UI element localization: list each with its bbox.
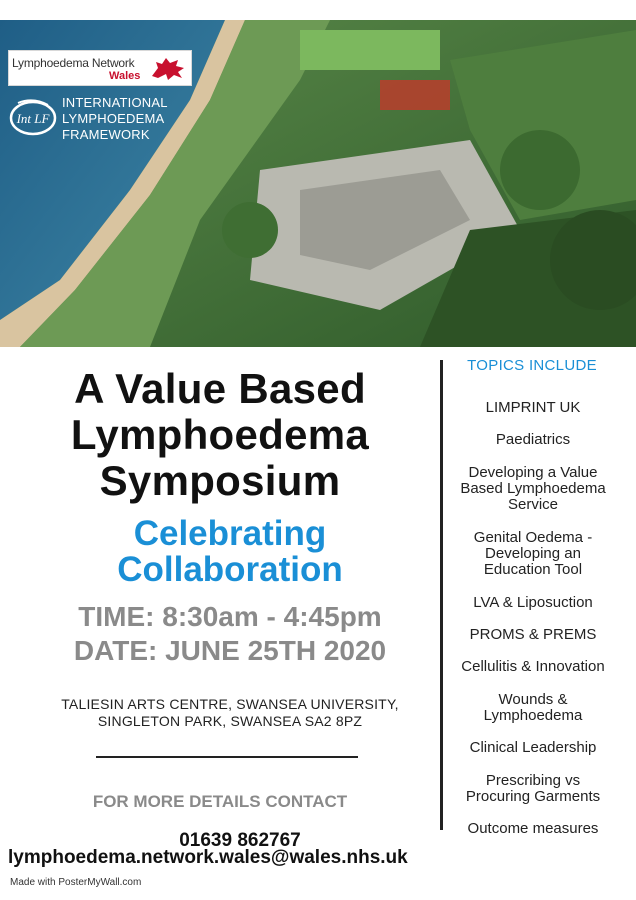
- topic-item-line: Lymphoedema: [483, 707, 583, 724]
- logo-wales-text: Wales: [109, 70, 141, 82]
- topic-item-line: Paediatrics: [495, 431, 571, 448]
- topic-item: [450, 530, 616, 578]
- topic-item-line: Genital Oedema -: [473, 529, 593, 546]
- topic-item: [450, 740, 616, 756]
- lymphoedema-network-wales-logo: [8, 50, 192, 86]
- topic-item-line: LVA & Liposuction: [473, 594, 593, 611]
- topic-item-line: Clinical Leadership: [469, 739, 597, 756]
- topic-item-line: Developing a Value: [468, 464, 598, 481]
- topic-item-line: Outcome measures: [467, 820, 599, 837]
- ilf-line-2: LYMPHOEDEMA: [62, 111, 165, 126]
- event-time: TIME: 8:30am - 4:45pm: [78, 601, 382, 632]
- event-title: [20, 366, 420, 504]
- topic-item: [450, 595, 616, 611]
- topics-heading: TOPICS INCLUDE: [467, 357, 597, 374]
- event-address: [20, 696, 440, 730]
- subtitle-line-2: Collaboration: [117, 550, 343, 589]
- ilf-badge-icon: [8, 95, 58, 141]
- topic-item-line: Based Lymphoedema: [460, 480, 606, 497]
- topic-item: [450, 692, 616, 724]
- address-line-2: SINGLETON PARK, SWANSEA SA2 8PZ: [97, 713, 363, 729]
- logo-network-text: Lymphoedema Network: [12, 56, 135, 70]
- event-subtitle: [20, 516, 440, 588]
- topic-item-line: Procuring Garments: [465, 788, 601, 805]
- contact-email[interactable]: lymphoedema.network.wales@wales.nhs.uk: [8, 847, 408, 868]
- topic-item-line: Wounds &: [498, 691, 568, 708]
- title-line-1: A Value Based: [74, 365, 366, 412]
- ilf-line-1: INTERNATIONAL: [62, 95, 168, 110]
- svg-text:Int LF: Int LF: [16, 111, 50, 126]
- event-time-date: [30, 600, 430, 668]
- topic-item-line: LIMPRINT UK: [485, 399, 581, 416]
- topic-item-line: Developing an: [485, 545, 581, 562]
- divider: [96, 756, 358, 758]
- welsh-dragon-icon: [148, 54, 188, 82]
- topic-item: [450, 465, 616, 513]
- ilf-line-3: FRAMEWORK: [62, 127, 150, 142]
- topic-item-line: Cellulitis & Innovation: [461, 658, 605, 675]
- contact-phone[interactable]: 01639 862767: [179, 830, 301, 851]
- event-date: DATE: JUNE 25TH 2020: [73, 635, 387, 666]
- topic-item: [450, 821, 616, 837]
- topic-item-line: Education Tool: [483, 561, 583, 578]
- ilf-logo: [8, 95, 208, 145]
- column-divider: [440, 360, 443, 830]
- title-line-3: Symposium: [99, 457, 341, 504]
- topic-item-line: Prescribing vs: [485, 772, 581, 789]
- topic-item: [450, 400, 616, 416]
- contact-heading: FOR MORE DETAILS CONTACT: [92, 792, 348, 811]
- topic-item: [450, 659, 616, 675]
- topic-item: [450, 432, 616, 448]
- title-line-2: Lymphoedema: [70, 411, 370, 458]
- subtitle-line-1: Celebrating: [133, 514, 327, 553]
- topic-item-line: PROMS & PREMS: [469, 626, 597, 643]
- topic-item-line: Service: [507, 496, 559, 513]
- made-with-credit: Made with PosterMyWall.com: [10, 877, 142, 888]
- topic-item: [450, 773, 616, 805]
- address-line-1: TALIESIN ARTS CENTRE, SWANSEA UNIVERSITY,: [61, 696, 399, 712]
- topic-item: [450, 627, 616, 643]
